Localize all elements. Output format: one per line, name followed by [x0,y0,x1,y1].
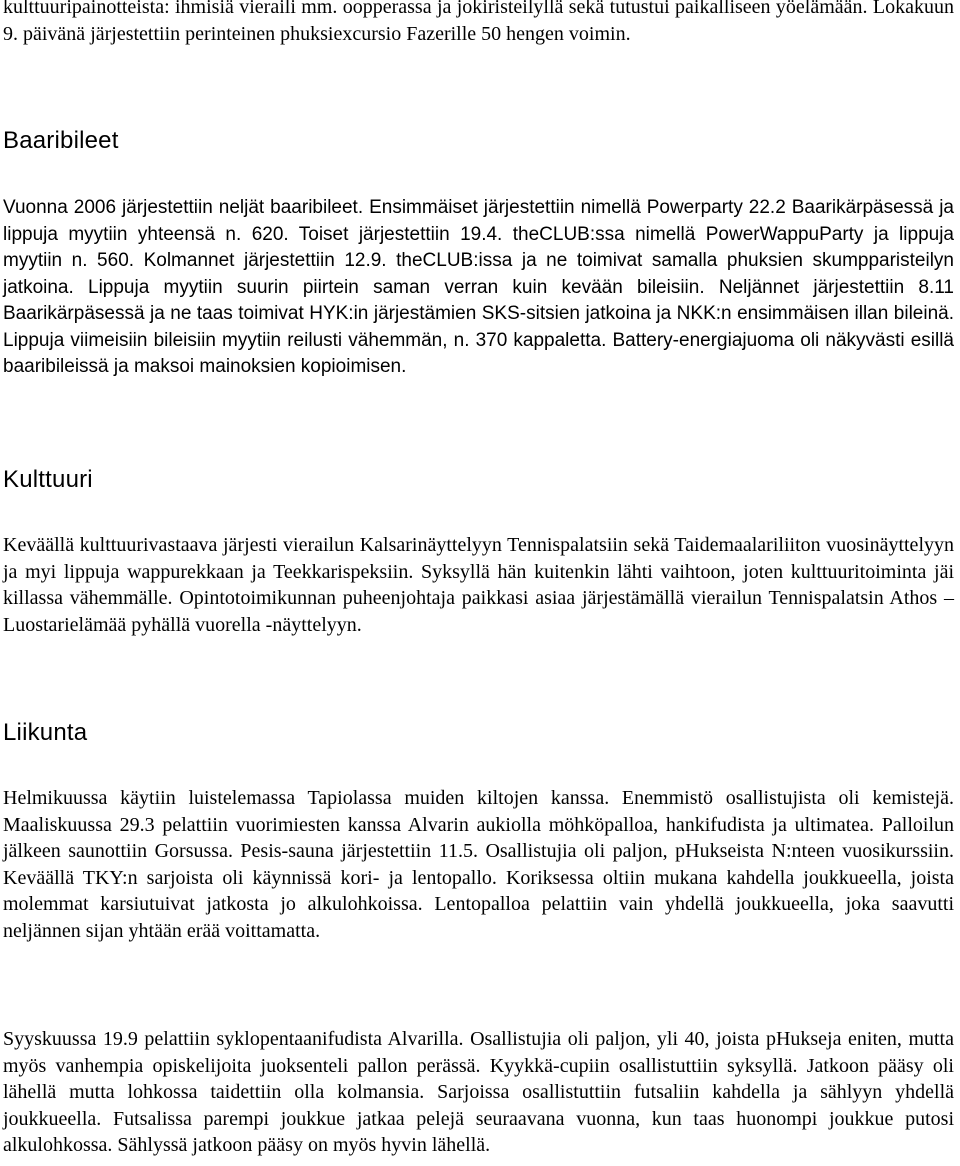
liikunta-section-1 [3,785,954,944]
heading-baaribileet: Baaribileet [3,127,119,154]
kulttuuri-paragraph: Keväällä kulttuurivastaava järjesti vierailun Kalsarinäyttelyyn Tennispalatsiin sekä Taidemaalariliiton vuosinäyttelyyn ja myi lippuja wappurekkaan ja Teekkarispeksiin. Syksyllä hän kuitenkin lähti vaihtoon, joten kulttuuritoiminta jäi killassa vähemmälle. Opintotoimikunnan puheenjohtaja paikkasi asiaa järjestämällä vierailun Tennispalatsin Athos – Luostarielämää pyhällä vuorella -näyttelyyn. [3,534,954,636]
heading-kulttuuri: Kulttuuri [3,466,93,493]
baaribileet-section [3,195,954,381]
liikunta-paragraph-2: Syyskuussa 19.9 pelattiin syklopentaanifudista Alvarilla. Osallistujia oli paljon, yli 40, joista pHukseja eniten, mutta myös vanhempia opiskelijoita juoksenteli pallon perässä. Kyykkä-cupiin osallistuttiin syksyllä. Jatkoon pääsy oli lähellä mutta lohkossa taidettiin olla kolmansia. Sarjoissa osallistuttiin futsaliin kahdella ja sählyyn yhdellä joukkueella. Futsalissa parempi joukkue jatkaa pelejä seuraavana vuonna, kun taas huonompi joukkue putosi alkulohkossa. Sählyssä jatkoon pääsy on myös hyvin lähellä. [3,1028,954,1156]
baaribileet-paragraph: Vuonna 2006 järjestettiin neljät baaribileet. Ensimmäiset järjestettiin nimellä Powerparty 22.2 Baarikärpäsessä ja lippuja myytiin yhteensä n. 620. Toiset järjestettiin 19.4. theCLUB:ssa nimellä PowerWappuParty ja lippuja myytiin n. 560. Kolmannet järjestettiin 12.9. theCLUB:issa ja ne toimivat samalla phuksien skumpparisteilyn jatkoina. Lippuja myytiin suurin piirtein saman verran kuin kevään bileisiin. Neljännet järjestettiin 8.11 Baarikärpäsessä ja ne taas toimivat HYK:in järjestämien SKS-sitsien jatkoina ja NKK:n ensimmäisen illan bileinä. Lippuja viimeisiin bileisiin myytiin reilusti vähemmän, n. 370 kappaletta. Battery-energiajuoma oli näkyvästi esillä baaribileissä ja maksoi mainoksien kopioimisen. [3,197,954,377]
liikunta-paragraph-1: Helmikuussa käytiin luistelemassa Tapiolassa muiden kiltojen kanssa. Enemmistö osallistujista oli kemistejä. Maaliskuussa 29.3 pelattiin vuorimiesten kanssa Alvarin aukiolla möhköpalloa, hankifudista ja ultimatea. Palloilun jälkeen saunottiin Gorsussa. Pesis-sauna järjestettiin 11.5. Osallistujia oli paljon, pHukseista N:nteen vuosikurssiin. Keväällä TKY:n sarjoista oli käynnissä kori- ja lentopallo. Koriksessa oltiin mukana kahdella joukkueella, joista molemmat karsiutuivat jatkosta jo alkulohkoissa. Lentopalloa pelattiin vain yhdellä joukkueella, joka saavutti neljännen sijan yhtään erää voittamatta. [3,787,954,942]
intro-section [3,0,954,47]
kulttuuri-section [3,532,954,638]
intro-paragraph: kulttuuripainotteista: ihmisiä vieraili mm. oopperassa ja jokiristeilyllä sekä tutustui paikalliseen yöelämään. Lokakuun 9. päivänä järjestettiin perinteinen phuksiexcursio Fazerille 50 hengen voimin. [3,0,954,45]
heading-liikunta: Liikunta [3,719,88,746]
liikunta-section-2 [3,1026,954,1159]
